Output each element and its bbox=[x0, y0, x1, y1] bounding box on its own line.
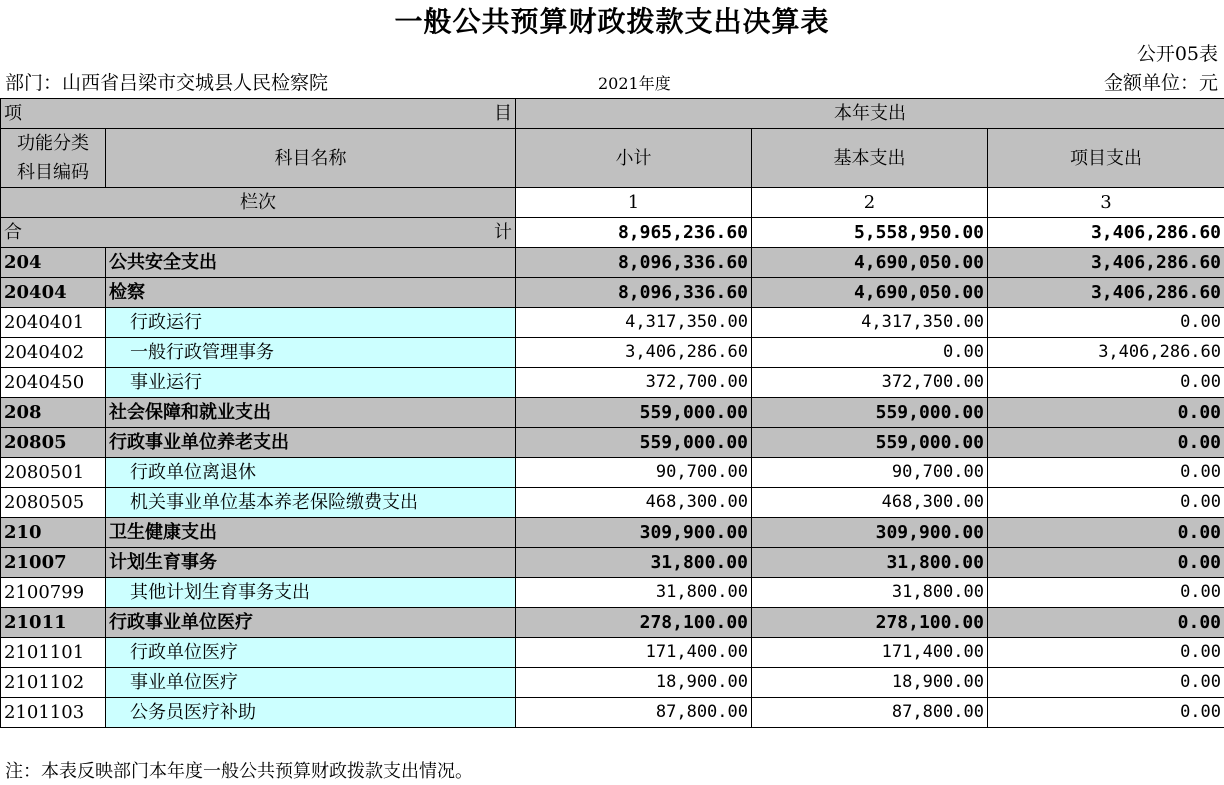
header-row-2 bbox=[1, 129, 1224, 188]
row-subtotal: 171,400.00 bbox=[516, 638, 752, 668]
row-project: 0.00 bbox=[988, 308, 1224, 338]
code-column-header: 功能分类 科目编码 bbox=[1, 129, 106, 188]
header-row-1 bbox=[1, 99, 1224, 129]
total-basic: 5,558,950.00 bbox=[752, 218, 988, 248]
row-subtotal: 18,900.00 bbox=[516, 668, 752, 698]
department-label: 部门：山西省吕梁市交城县人民检察院 bbox=[5, 72, 329, 94]
row-code: 2080505 bbox=[1, 488, 106, 518]
row-basic: 4,317,350.00 bbox=[752, 308, 988, 338]
row-project: 0.00 bbox=[988, 548, 1224, 578]
row-code: 2040402 bbox=[1, 338, 106, 368]
row-subtotal: 31,800.00 bbox=[516, 578, 752, 608]
row-subtotal: 309,900.00 bbox=[516, 518, 752, 548]
row-project: 3,406,286.60 bbox=[988, 338, 1224, 368]
row-basic: 559,000.00 bbox=[752, 428, 988, 458]
row-basic: 372,700.00 bbox=[752, 368, 988, 398]
row-name: 行政事业单位养老支出 bbox=[106, 428, 516, 458]
row-project: 0.00 bbox=[988, 608, 1224, 638]
column-index-row bbox=[1, 188, 1224, 218]
fiscal-year: 2021年度 bbox=[598, 74, 671, 93]
row-subtotal: 3,406,286.60 bbox=[516, 338, 752, 368]
table-row bbox=[1, 638, 1224, 668]
row-code: 2101101 bbox=[1, 638, 106, 668]
row-project: 3,406,286.60 bbox=[988, 278, 1224, 308]
table-row bbox=[1, 698, 1224, 728]
row-code: 2040401 bbox=[1, 308, 106, 338]
row-basic: 468,300.00 bbox=[752, 488, 988, 518]
row-project: 0.00 bbox=[988, 368, 1224, 398]
row-project: 0.00 bbox=[988, 668, 1224, 698]
expenditure-table bbox=[0, 98, 1224, 728]
row-name: 公务员医疗补助 bbox=[106, 698, 516, 728]
table-row bbox=[1, 428, 1224, 458]
row-project: 0.00 bbox=[988, 578, 1224, 608]
row-name: 行政事业单位医疗 bbox=[106, 608, 516, 638]
row-code: 21007 bbox=[1, 548, 106, 578]
row-basic: 4,690,050.00 bbox=[752, 248, 988, 278]
row-name: 社会保障和就业支出 bbox=[106, 398, 516, 428]
row-name: 卫生健康支出 bbox=[106, 518, 516, 548]
column-index-3: 3 bbox=[988, 188, 1224, 218]
row-name: 事业单位医疗 bbox=[106, 668, 516, 698]
total-row bbox=[1, 218, 1224, 248]
row-basic: 4,690,050.00 bbox=[752, 278, 988, 308]
table-row bbox=[1, 338, 1224, 368]
row-basic: 87,800.00 bbox=[752, 698, 988, 728]
basic-column-header: 基本支出 bbox=[752, 129, 988, 188]
row-project: 0.00 bbox=[988, 428, 1224, 458]
row-code: 2080501 bbox=[1, 458, 106, 488]
table-row bbox=[1, 608, 1224, 638]
row-subtotal: 372,700.00 bbox=[516, 368, 752, 398]
row-subtotal: 559,000.00 bbox=[516, 428, 752, 458]
row-code: 21011 bbox=[1, 608, 106, 638]
row-code: 2100799 bbox=[1, 578, 106, 608]
page-title: 一般公共预算财政拨款支出决算表 bbox=[394, 5, 830, 38]
row-basic: 18,900.00 bbox=[752, 668, 988, 698]
row-code: 208 bbox=[1, 398, 106, 428]
table-row bbox=[1, 548, 1224, 578]
row-subtotal: 8,096,336.60 bbox=[516, 248, 752, 278]
amount-unit: 金额单位：元 bbox=[1103, 72, 1218, 94]
form-number: 公开05表 bbox=[1136, 43, 1218, 65]
subtotal-column-header: 小计 bbox=[516, 129, 752, 188]
row-name: 行政运行 bbox=[106, 308, 516, 338]
row-subtotal: 90,700.00 bbox=[516, 458, 752, 488]
name-column-header: 科目名称 bbox=[106, 129, 516, 188]
column-index-1: 1 bbox=[516, 188, 752, 218]
row-project: 0.00 bbox=[988, 518, 1224, 548]
current-year-header: 本年支出 bbox=[516, 99, 1224, 129]
row-basic: 171,400.00 bbox=[752, 638, 988, 668]
row-basic: 278,100.00 bbox=[752, 608, 988, 638]
row-name: 行政单位离退休 bbox=[106, 458, 516, 488]
item-header-cell bbox=[1, 99, 516, 129]
row-subtotal: 468,300.00 bbox=[516, 488, 752, 518]
row-code: 204 bbox=[1, 248, 106, 278]
item-header-left: 项 bbox=[4, 103, 22, 124]
row-subtotal: 559,000.00 bbox=[516, 398, 752, 428]
row-basic: 90,700.00 bbox=[752, 458, 988, 488]
row-name: 事业运行 bbox=[106, 368, 516, 398]
table-row bbox=[1, 308, 1224, 338]
row-name: 其他计划生育事务支出 bbox=[106, 578, 516, 608]
row-basic: 31,800.00 bbox=[752, 578, 988, 608]
row-basic: 559,000.00 bbox=[752, 398, 988, 428]
row-name: 机关事业单位基本养老保险缴费支出 bbox=[106, 488, 516, 518]
column-index-label: 栏次 bbox=[1, 188, 516, 218]
row-basic: 31,800.00 bbox=[752, 548, 988, 578]
row-subtotal: 8,096,336.60 bbox=[516, 278, 752, 308]
footnote: 注：本表反映部门本年度一般公共预算财政拨款支出情况。 bbox=[5, 761, 473, 782]
row-code: 2040450 bbox=[1, 368, 106, 398]
row-project: 0.00 bbox=[988, 638, 1224, 668]
project-column-header: 项目支出 bbox=[988, 129, 1224, 188]
row-code: 210 bbox=[1, 518, 106, 548]
table-row bbox=[1, 668, 1224, 698]
item-header-right: 目 bbox=[494, 103, 512, 124]
table-row bbox=[1, 368, 1224, 398]
table-row bbox=[1, 488, 1224, 518]
row-project: 0.00 bbox=[988, 698, 1224, 728]
row-subtotal: 278,100.00 bbox=[516, 608, 752, 638]
row-project: 0.00 bbox=[988, 488, 1224, 518]
row-project: 0.00 bbox=[988, 458, 1224, 488]
row-code: 20805 bbox=[1, 428, 106, 458]
row-name: 计划生育事务 bbox=[106, 548, 516, 578]
row-subtotal: 4,317,350.00 bbox=[516, 308, 752, 338]
row-subtotal: 87,800.00 bbox=[516, 698, 752, 728]
row-subtotal: 31,800.00 bbox=[516, 548, 752, 578]
row-code: 2101103 bbox=[1, 698, 106, 728]
row-code: 20404 bbox=[1, 278, 106, 308]
total-label-right: 计 bbox=[494, 222, 512, 243]
total-project: 3,406,286.60 bbox=[988, 218, 1224, 248]
table-row bbox=[1, 458, 1224, 488]
row-project: 3,406,286.60 bbox=[988, 248, 1224, 278]
row-name: 行政单位医疗 bbox=[106, 638, 516, 668]
row-code: 2101102 bbox=[1, 668, 106, 698]
table-row bbox=[1, 518, 1224, 548]
row-basic: 309,900.00 bbox=[752, 518, 988, 548]
table-row bbox=[1, 248, 1224, 278]
total-label-left: 合 bbox=[4, 222, 22, 243]
row-project: 0.00 bbox=[988, 398, 1224, 428]
total-label-cell bbox=[1, 218, 516, 248]
table-row bbox=[1, 278, 1224, 308]
total-subtotal: 8,965,236.60 bbox=[516, 218, 752, 248]
row-name: 检察 bbox=[106, 278, 516, 308]
row-basic: 0.00 bbox=[752, 338, 988, 368]
table-row bbox=[1, 578, 1224, 608]
row-name: 公共安全支出 bbox=[106, 248, 516, 278]
table-row bbox=[1, 398, 1224, 428]
row-name: 一般行政管理事务 bbox=[106, 338, 516, 368]
column-index-2: 2 bbox=[752, 188, 988, 218]
